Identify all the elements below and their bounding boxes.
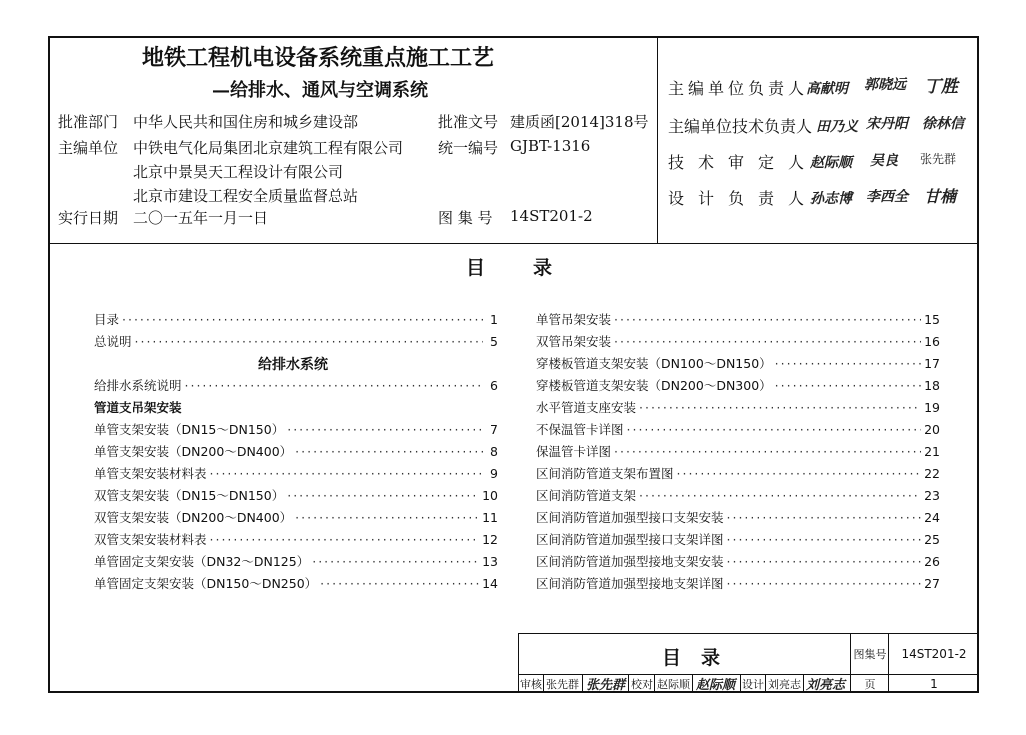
signature-1c: 丁胜 bbox=[924, 77, 958, 97]
toc-entry-label: 不保温管卡详图 bbox=[536, 422, 624, 437]
approval-dept-label: 批准部门 bbox=[58, 113, 119, 131]
toc-entry bbox=[94, 552, 498, 574]
toc-entry bbox=[536, 420, 940, 442]
toc-entry bbox=[94, 310, 498, 332]
toc-entry-label: 穿楼板管道支架安装（DN100～DN150） bbox=[536, 356, 772, 371]
signature-2c: 徐林信 bbox=[922, 116, 964, 132]
toc-leader-dots bbox=[614, 312, 921, 327]
toc-entry-page: 22 bbox=[924, 466, 940, 481]
signature-1b: 郭晓远 bbox=[864, 77, 906, 93]
check-label: 校对 bbox=[631, 678, 653, 691]
toc-entry bbox=[536, 574, 940, 596]
responsible-role-4: 设计负责人 bbox=[668, 189, 819, 208]
toc-entry-page: 6 bbox=[490, 378, 498, 393]
tb-sep-2 bbox=[582, 674, 583, 693]
toc-entry-label: 双管支架安装（DN15～DN150） bbox=[94, 488, 285, 503]
toc-entry bbox=[536, 332, 940, 354]
toc-entry-label: 水平管道支座安装 bbox=[536, 400, 637, 415]
implementation-date-label: 实行日期 bbox=[58, 209, 119, 227]
toc-entry-label: 单管支架安装材料表 bbox=[94, 466, 207, 481]
tb-sep-7 bbox=[765, 674, 766, 693]
page-label: 页 bbox=[864, 678, 876, 691]
signature-2b: 宋丹阳 bbox=[866, 116, 908, 132]
toc-entry-label: 单管固定支架安装（DN32～DN125） bbox=[94, 554, 310, 569]
toc-leader-dots bbox=[135, 334, 483, 349]
toc-entry bbox=[536, 464, 940, 486]
toc-right-column bbox=[536, 310, 940, 596]
toc-entry bbox=[536, 398, 940, 420]
check-signature: 赵际顺 bbox=[696, 677, 736, 693]
toc-leader-dots bbox=[727, 532, 922, 547]
toc-entry-label: 区间消防管道加强型接地支架安装 bbox=[536, 554, 724, 569]
toc-entry-page: 17 bbox=[924, 356, 940, 371]
toc-entry-page: 14 bbox=[482, 576, 498, 591]
toc-entry-page: 5 bbox=[490, 334, 498, 349]
unified-no-label: 统一编号 bbox=[438, 139, 499, 157]
toc-entry-label: 单管固定支架安装（DN150～DN250） bbox=[94, 576, 318, 591]
design-label: 设计 bbox=[742, 678, 764, 691]
toc-entry-page: 8 bbox=[490, 444, 498, 459]
toc-entry bbox=[94, 464, 498, 486]
toc-entry-page: 10 bbox=[482, 488, 498, 503]
toc-entry bbox=[94, 442, 498, 464]
toc-entry-page: 27 bbox=[924, 576, 940, 591]
toc-entry bbox=[536, 442, 940, 464]
toc-entry-page: 25 bbox=[924, 532, 940, 547]
editor-unit-label: 主编单位 bbox=[58, 139, 119, 157]
responsible-role-3: 技术审定人 bbox=[668, 153, 819, 172]
toc-entry-page: 26 bbox=[924, 554, 940, 569]
page-value: 1 bbox=[930, 677, 938, 691]
toc-entry-label: 单管支架安装（DN15～DN150） bbox=[94, 422, 285, 437]
toc-entry-label: 单管吊架安装 bbox=[536, 312, 612, 327]
signature-4a: 孙志博 bbox=[810, 191, 852, 207]
toc-entry-page: 24 bbox=[924, 510, 940, 525]
toc-entry-page: 11 bbox=[482, 510, 498, 525]
responsible-role-1: 主编单位负责人 bbox=[668, 79, 809, 98]
toc-leader-dots bbox=[210, 466, 483, 481]
toc-entry-page: 19 bbox=[924, 400, 940, 415]
toc-entry bbox=[536, 310, 940, 332]
toc-section-heading: 给排水系统 bbox=[258, 357, 328, 373]
toc-leader-dots bbox=[185, 378, 483, 393]
toc-leader-dots bbox=[775, 356, 921, 371]
toc-entry-label: 双管支架安装（DN200～DN400） bbox=[94, 510, 293, 525]
signature-3c: 张先群 bbox=[920, 152, 957, 166]
toc-entry-page: 13 bbox=[482, 554, 498, 569]
toc-entry bbox=[536, 486, 940, 508]
approval-dept-value: 中华人民共和国住房和城乡建设部 bbox=[133, 113, 359, 131]
atlas-no-label: 图 集 号 bbox=[438, 209, 493, 227]
editor-unit-value-2: 北京中景昊天工程设计有限公司 bbox=[133, 163, 344, 181]
signature-4c: 甘楠 bbox=[924, 187, 957, 206]
toc-subsection-heading: 管道支吊架安装 bbox=[94, 400, 182, 415]
design-signature: 刘亮志 bbox=[806, 677, 846, 693]
unified-no-value: GJBT-1316 bbox=[510, 137, 591, 155]
editor-unit-value-3: 北京市建设工程安全质量监督总站 bbox=[133, 187, 359, 205]
toc-leader-dots bbox=[122, 312, 483, 327]
toc-leader-dots bbox=[727, 576, 922, 591]
toc-leader-dots bbox=[775, 378, 921, 393]
sheet-title: 目录 bbox=[662, 647, 741, 669]
tb-sep-4 bbox=[654, 674, 655, 693]
toc-leader-dots bbox=[727, 554, 922, 569]
toc-leader-dots bbox=[287, 422, 483, 437]
review-label: 审核 bbox=[520, 678, 542, 691]
tb-sep-3 bbox=[628, 674, 629, 693]
toc-leader-dots bbox=[295, 510, 479, 525]
document-title: 地铁工程机电设备系统重点施工工艺 bbox=[142, 45, 495, 71]
toc-entry-label: 给排水系统说明 bbox=[94, 378, 182, 393]
toc-entry-page: 7 bbox=[490, 422, 498, 437]
toc-leader-dots bbox=[210, 532, 480, 547]
toc-entry-page: 23 bbox=[924, 488, 940, 503]
header-column-divider bbox=[657, 37, 658, 243]
toc-entry-label: 单管支架安装（DN200～DN400） bbox=[94, 444, 293, 459]
toc-entry bbox=[536, 508, 940, 530]
toc-entry bbox=[536, 530, 940, 552]
toc-entry bbox=[94, 508, 498, 530]
tb-sep-1 bbox=[543, 674, 544, 693]
tb-sep-8 bbox=[803, 674, 804, 693]
toc-entry bbox=[536, 552, 940, 574]
tb-sep-5 bbox=[692, 674, 693, 693]
toc-left-column bbox=[94, 310, 498, 596]
signature-3a: 赵际顺 bbox=[810, 155, 852, 171]
approval-no-value: 建质函[2014]318号 bbox=[510, 113, 649, 131]
toc-entry-label: 穿楼板管道支架安装（DN200～DN300） bbox=[536, 378, 772, 393]
editor-unit-value-1: 中铁电气化局集团北京建筑工程有限公司 bbox=[133, 139, 404, 157]
toc-entry-page: 18 bbox=[924, 378, 940, 393]
implementation-date-value: 二〇一五年一月一日 bbox=[133, 209, 269, 227]
toc-entry-page: 12 bbox=[482, 532, 498, 547]
toc-entry-label: 双管支架安装材料表 bbox=[94, 532, 207, 547]
toc-entry-label: 区间消防管道支架布置图 bbox=[536, 466, 674, 481]
toc-entry-page: 9 bbox=[490, 466, 498, 481]
toc-entry bbox=[94, 420, 498, 442]
toc-entry-page: 21 bbox=[924, 444, 940, 459]
design-name: 刘亮志 bbox=[768, 678, 801, 691]
toc-leader-dots bbox=[677, 466, 922, 481]
title-block-col-divider-1 bbox=[850, 633, 851, 693]
toc-entry bbox=[536, 376, 940, 398]
toc-entry-label: 目录 bbox=[94, 312, 120, 327]
toc-leader-dots bbox=[727, 510, 922, 525]
toc-heading: 目录 bbox=[466, 257, 601, 279]
toc-entry bbox=[94, 530, 498, 552]
responsible-role-2: 主编单位技术负责人 bbox=[668, 117, 813, 136]
toc-entry-label: 保温管卡详图 bbox=[536, 444, 612, 459]
toc-entry-label: 区间消防管道加强型接口支架安装 bbox=[536, 510, 724, 525]
document-subtitle: —给排水、通风与空调系统 bbox=[212, 80, 428, 101]
toc-entry-page: 15 bbox=[924, 312, 940, 327]
toc-leader-dots bbox=[614, 444, 921, 459]
toc-entry-label: 区间消防管道加强型接口支架详图 bbox=[536, 532, 724, 547]
toc-leader-dots bbox=[287, 488, 479, 503]
check-name: 赵际顺 bbox=[657, 678, 690, 691]
atlas-no-value: 14ST201-2 bbox=[510, 207, 593, 225]
approval-no-label: 批准文号 bbox=[438, 113, 499, 131]
atlas-no-block-label: 图集号 bbox=[853, 648, 887, 661]
review-name: 张先群 bbox=[546, 678, 579, 691]
signature-1a: 高献明 bbox=[806, 81, 848, 97]
toc-entry bbox=[536, 354, 940, 376]
toc-entry bbox=[94, 376, 498, 398]
toc-leader-dots bbox=[295, 444, 483, 459]
signature-4b: 李西全 bbox=[866, 189, 908, 205]
toc-entry-label: 区间消防管道加强型接地支架详图 bbox=[536, 576, 724, 591]
toc-leader-dots bbox=[320, 576, 479, 591]
toc-leader-dots bbox=[312, 554, 479, 569]
toc-entry-label: 双管吊架安装 bbox=[536, 334, 612, 349]
toc-entry-page: 20 bbox=[924, 422, 940, 437]
toc-leader-dots bbox=[639, 488, 921, 503]
toc-entry-label: 区间消防管道支架 bbox=[536, 488, 637, 503]
toc-entry-label: 总说明 bbox=[94, 334, 132, 349]
toc-entry-page: 16 bbox=[924, 334, 940, 349]
toc-leader-dots bbox=[614, 334, 921, 349]
toc-leader-dots bbox=[627, 422, 922, 437]
toc-entry-page: 1 bbox=[490, 312, 498, 327]
toc-leader-dots bbox=[639, 400, 921, 415]
toc-entry bbox=[94, 486, 498, 508]
atlas-no-block-value: 14ST201-2 bbox=[901, 647, 967, 661]
toc-entry bbox=[94, 574, 498, 596]
title-block-col-divider-2 bbox=[888, 633, 889, 693]
header-divider bbox=[49, 243, 978, 244]
signature-2a: 田乃义 bbox=[816, 119, 858, 135]
tb-sep-6 bbox=[740, 674, 741, 693]
review-signature: 张先群 bbox=[586, 677, 626, 693]
signature-3b: 吴良 bbox=[870, 153, 898, 169]
toc-entry bbox=[94, 332, 498, 354]
